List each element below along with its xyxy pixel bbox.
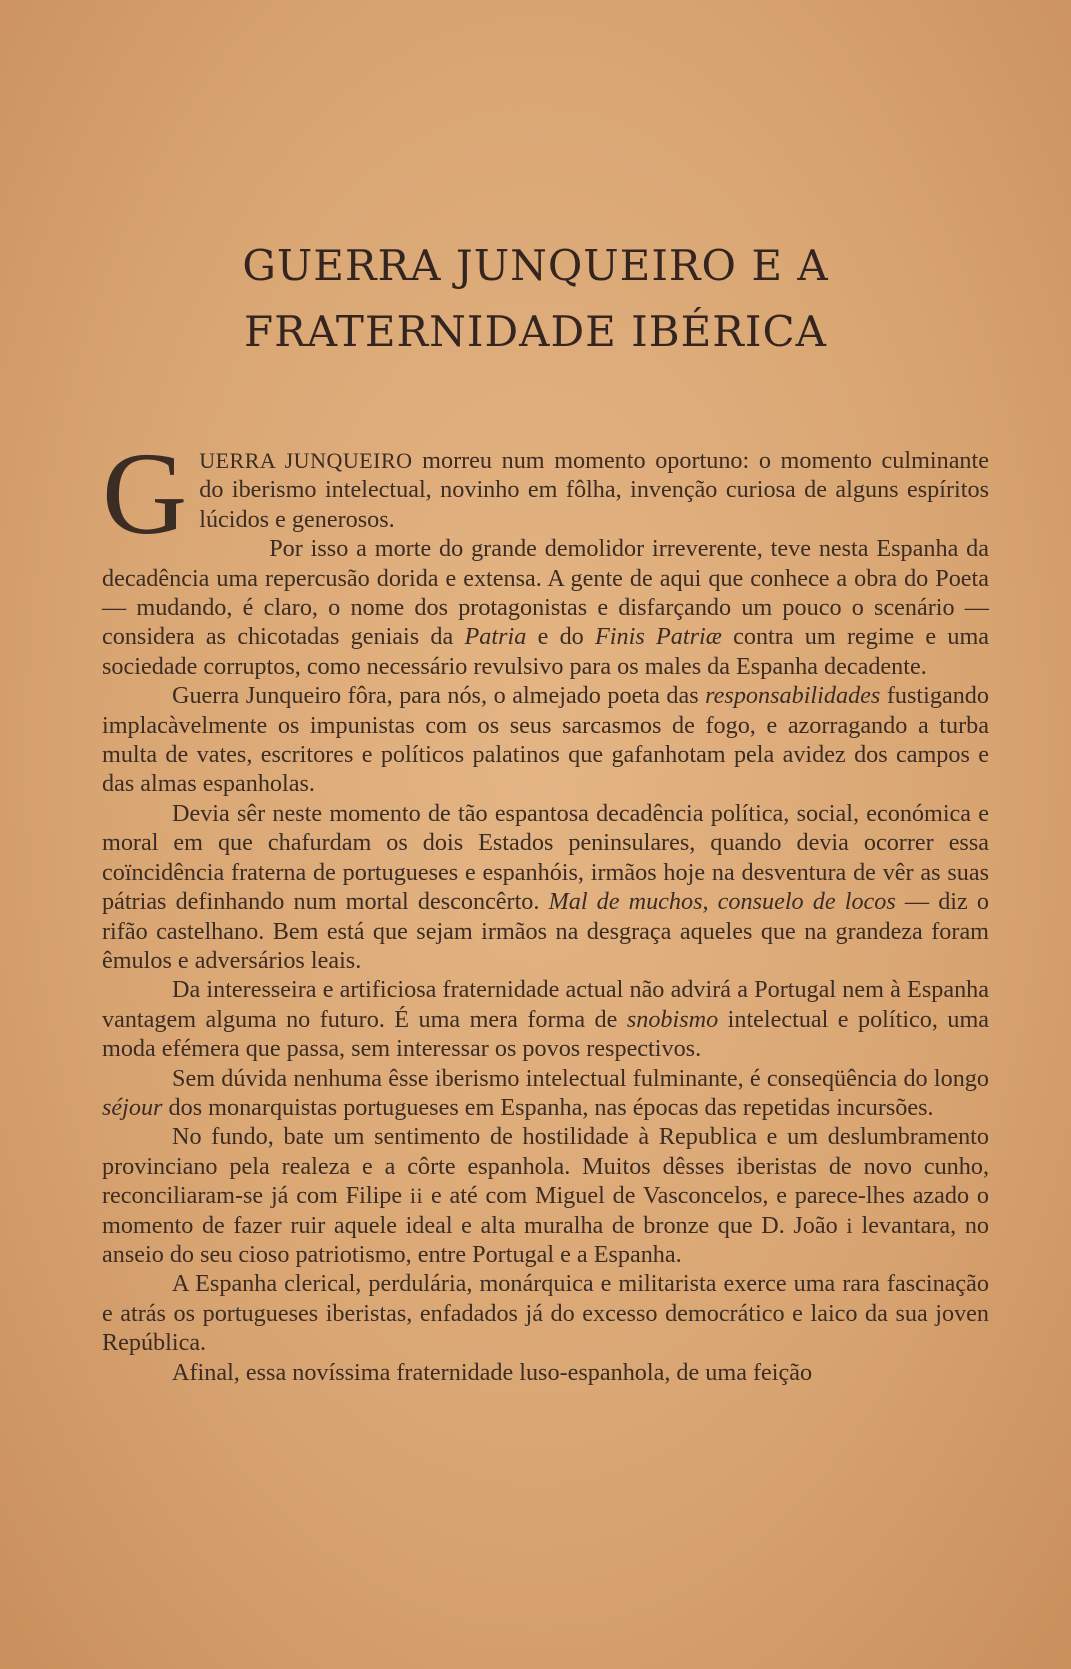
- paragraph-6-text-a: Sem dúvida nenhuma êsse iberismo intelectual fulminante, é conseqüência do longo: [172, 1064, 989, 1092]
- italic-finis-patriae: Finis Patriæ: [595, 623, 722, 651]
- article-title: [0, 233, 1071, 365]
- italic-snobismo: snobismo: [626, 1005, 719, 1033]
- paragraph-9-text: Afinal, essa novíssima fraternidade luso-espanhola, de uma feição: [172, 1358, 813, 1386]
- paragraph-6: [102, 1064, 989, 1123]
- paragraph-4: [102, 799, 989, 975]
- article-body: [102, 428, 990, 1387]
- paragraph-5-text-b: intelectual e político, uma moda efémera que passa, sem interessar os povos respectivos.: [102, 1005, 989, 1063]
- italic-responsabilidades: responsabilidades: [705, 682, 881, 710]
- paragraph-1: [102, 428, 989, 559]
- paragraph-1-text: morreu num momento oportuno: o momento culminante do iberismo intelectual, novinho em fôlha, invenção curiosa de alguns espíritos lúcidos e generosos.: [199, 447, 989, 533]
- paragraph-3: [102, 681, 989, 799]
- lead-words: UERRA JUNQUEIRO: [199, 448, 413, 473]
- italic-proverb: Mal de muchos, consuelo de locos: [548, 888, 896, 916]
- paragraph-4-text-b: — diz o rifão castelhano. Bem está que sejam irmãos na desgraça aqueles que na grandeza foram êmulos e adversários leais.: [102, 888, 989, 974]
- paragraph-2-text-a: Por isso a morte do grande demolidor irreverente, teve nesta Espanha da decadência uma repercusão dorida e extensa. A gente de aqui que conhece a obra do Poeta — mudando, é claro, o nome dos protagonistas e disfarçando um pouco o scenário — considera as chicotadas geniais da: [102, 535, 989, 651]
- paragraph-7-text-c: levantara, no anseio do seu cioso patriotismo, entre Portugal e a Espanha.: [102, 1211, 990, 1268]
- drop-cap: G: [102, 428, 188, 559]
- paragraph-7-text-a: No fundo, bate um sentimento de hostilidade à Republica e um deslumbramento provinciano pela realeza e a côrte espanhola. Muitos dêsses iberistas de novo cunho, reconciliaram-se já com Filipe: [102, 1123, 989, 1210]
- roman-numeral-ii: ii: [409, 1183, 424, 1209]
- paragraph-9: [102, 1358, 989, 1387]
- roman-numeral-i: i: [846, 1212, 853, 1238]
- paragraph-3-text-b: fustigando implacàvelmente os impunistas com os seus sarcasmos de fogo, e azorragando a turba multa de vates, escritores e políticos palatinos que gafanhotam pela avidez dos campos e das almas espanholas.: [102, 682, 989, 798]
- paragraph-8: [102, 1269, 989, 1357]
- paragraph-7-text-b: e até com Miguel de Vasconcelos, e parece-lhes azado o momento de fazer ruir aquele ideal e alta muralha de bronze que D. João: [102, 1182, 989, 1239]
- paragraph-2-text-c: contra um regime e uma sociedade corruptos, como necessário revulsivo para os males da Espanha decadente.: [102, 623, 989, 680]
- paragraph-8-text: A Espanha clerical, perdulária, monárquica e militarista exerce uma rara fascinação e atrás os portugueses iberistas, enfadados já do excesso democrático e laico da sua joven República.: [102, 1270, 989, 1357]
- paragraph-6-text-b: dos monarquistas portugueses em Espanha, nas épocas das repetidas incursões.: [162, 1093, 934, 1121]
- paragraph-2-text-b: e do: [526, 623, 596, 651]
- italic-patria: Patria: [464, 623, 527, 651]
- title-line-1: GUERRA JUNQUEIRO E A: [242, 241, 829, 291]
- paragraph-5-text-a: Da interesseira e artificiosa fraternidade actual não advirá a Portugal nem à Espanha vantagem alguma no futuro. É uma mera forma de: [102, 976, 989, 1033]
- paragraph-7: [102, 1122, 989, 1269]
- title-line-2: FRATERNIDADE IBÉRICA: [244, 307, 827, 357]
- paragraph-4-text-a: Devia sêr neste momento de tão espantosa decadência política, social, económica e moral em que chafurdam os dois Estados peninsulares, quando devia ocorrer essa coïncidência fraterna de portugueses e espanhóis, irmãos hoje na desventura de vêr as suas pátrias definhando num mortal desconcêrto.: [102, 799, 989, 916]
- italic-sejour: séjour: [102, 1093, 163, 1121]
- paragraph-2: [102, 534, 989, 681]
- paragraph-5: [102, 975, 989, 1063]
- paragraph-3-text-a: Guerra Junqueiro fôra, para nós, o almejado poeta das: [172, 682, 706, 710]
